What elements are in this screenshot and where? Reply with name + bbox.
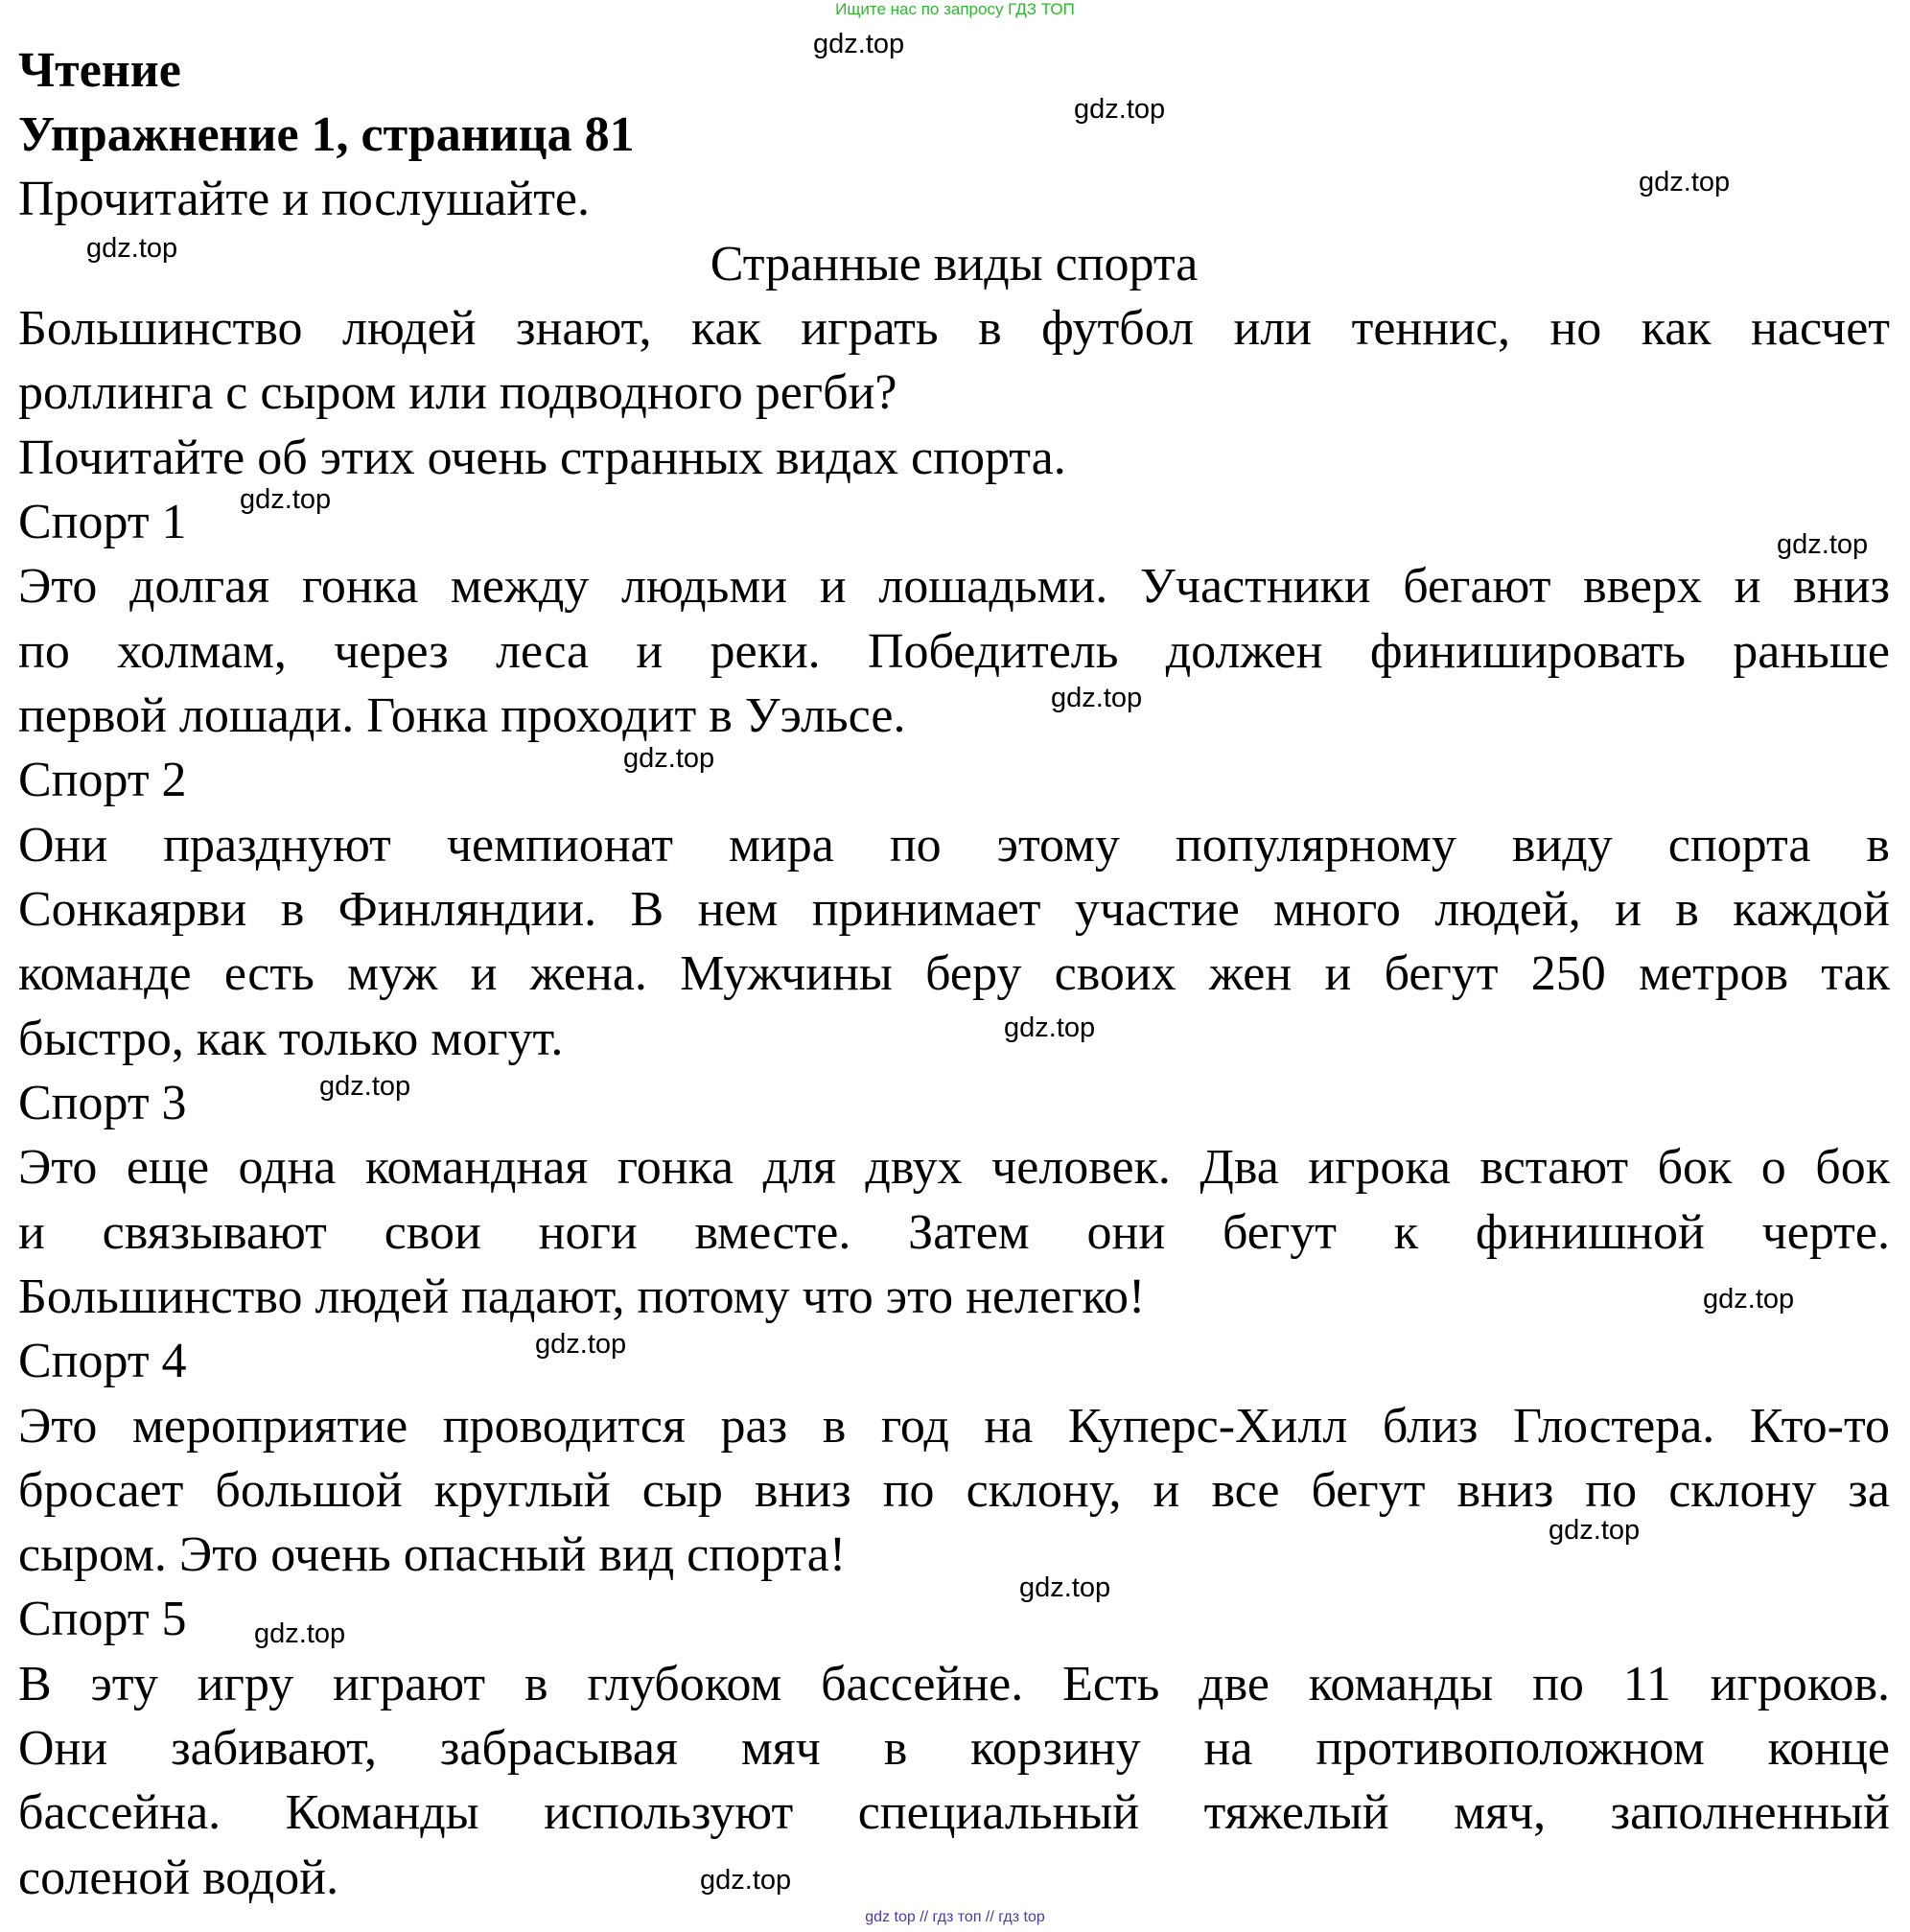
sport-3-line-2: и связывают свои ноги вместе. Затем они бегут к финишной черте. [18, 1205, 1890, 1260]
watermark: gdz.top [1777, 529, 1869, 560]
watermark: gdz.top [1549, 1515, 1641, 1546]
watermark: gdz.top [700, 1865, 792, 1896]
footer-hint[interactable]: gdz top // гдз топ // гдз top [865, 1909, 1045, 1925]
sport-1-heading: Спорт 1 [18, 495, 187, 549]
sport-2-line-4: быстро, как только могут. [18, 1012, 564, 1066]
sport-2-line-2: Сонкаярви в Финляндии. В нем принимает участие много людей, и в каждой [18, 882, 1890, 937]
sport-5-heading: Спорт 5 [18, 1592, 187, 1646]
watermark: gdz.top [240, 484, 332, 515]
watermark: gdz.top [1074, 94, 1166, 125]
header-hint[interactable]: Ищите нас по запросу ГДЗ ТОП [835, 0, 1075, 18]
sport-1-line-1: Это долгая гонка между людьми и лошадьми. Участники бегают вверх и вниз [18, 559, 1890, 614]
sport-5-line-2: Они забивают, забрасывая мяч в корзину на противоположном конце [18, 1721, 1890, 1776]
instruction: Прочитайте и послушайте. [18, 172, 590, 226]
intro-line-3: Почитайте об этих очень странных видах спорта. [18, 431, 1066, 485]
sport-3-line-1: Это еще одна командная гонка для двух человек. Два игрока встают бок о бок [18, 1140, 1890, 1195]
sport-5-line-1: В эту игру играют в глубоком бассейне. Есть две команды по 11 игроков. [18, 1657, 1890, 1711]
intro-line-2: роллинга с сыром или подводного регби? [18, 365, 897, 420]
watermark: gdz.top [1004, 1013, 1096, 1043]
watermark: gdz.top [86, 233, 178, 264]
watermark: gdz.top [535, 1329, 627, 1360]
watermark: gdz.top [1051, 683, 1143, 713]
watermark: gdz.top [319, 1071, 411, 1102]
watermark: gdz.top [1639, 167, 1731, 198]
sport-5-line-3: бассейна. Команды используют специальный тяжелый мяч, заполненный [18, 1785, 1890, 1840]
sport-3-line-3: Большинство людей падают, потому что это нелегко! [18, 1269, 1146, 1324]
sport-4-line-2: бросает большой круглый сыр вниз по склону, и все бегут вниз по склону за [18, 1463, 1890, 1518]
sport-5-line-4: соленой водой. [18, 1851, 339, 1905]
watermark: gdz.top [1019, 1572, 1111, 1603]
sport-2-heading: Спорт 2 [18, 753, 187, 807]
watermark: gdz.top [1703, 1284, 1795, 1315]
exercise-title: Упражнение 1, страница 81 [18, 107, 635, 162]
intro-line-1: Большинство людей знают, как играть в футбол или теннис, но как насчет [18, 301, 1890, 356]
sport-4-heading: Спорт 4 [18, 1334, 187, 1388]
section-title: Чтение [18, 43, 181, 98]
sport-3-heading: Спорт 3 [18, 1076, 187, 1130]
watermark: gdz.top [254, 1618, 346, 1649]
sport-1-line-3: первой лошади. Гонка проходит в Уэльсе. [18, 688, 906, 743]
sport-4-line-3: сыром. Это очень опасный вид спорта! [18, 1527, 847, 1582]
sport-1-line-2: по холмам, через леса и реки. Победитель должен финишировать раньше [18, 624, 1890, 679]
sport-4-line-1: Это мероприятие проводится раз в год на Куперс-Хилл близ Глостера. Кто-то [18, 1399, 1890, 1454]
sport-2-line-3: команде есть муж и жена. Мужчины беру своих жен и бегут 250 метров так [18, 946, 1890, 1001]
watermark: gdz.top [813, 29, 905, 59]
sport-2-line-1: Они празднуют чемпионат мира по этому популярному виду спорта в [18, 818, 1890, 873]
watermark: gdz.top [623, 743, 715, 774]
text-title: Странные виды спорта [710, 237, 1199, 291]
